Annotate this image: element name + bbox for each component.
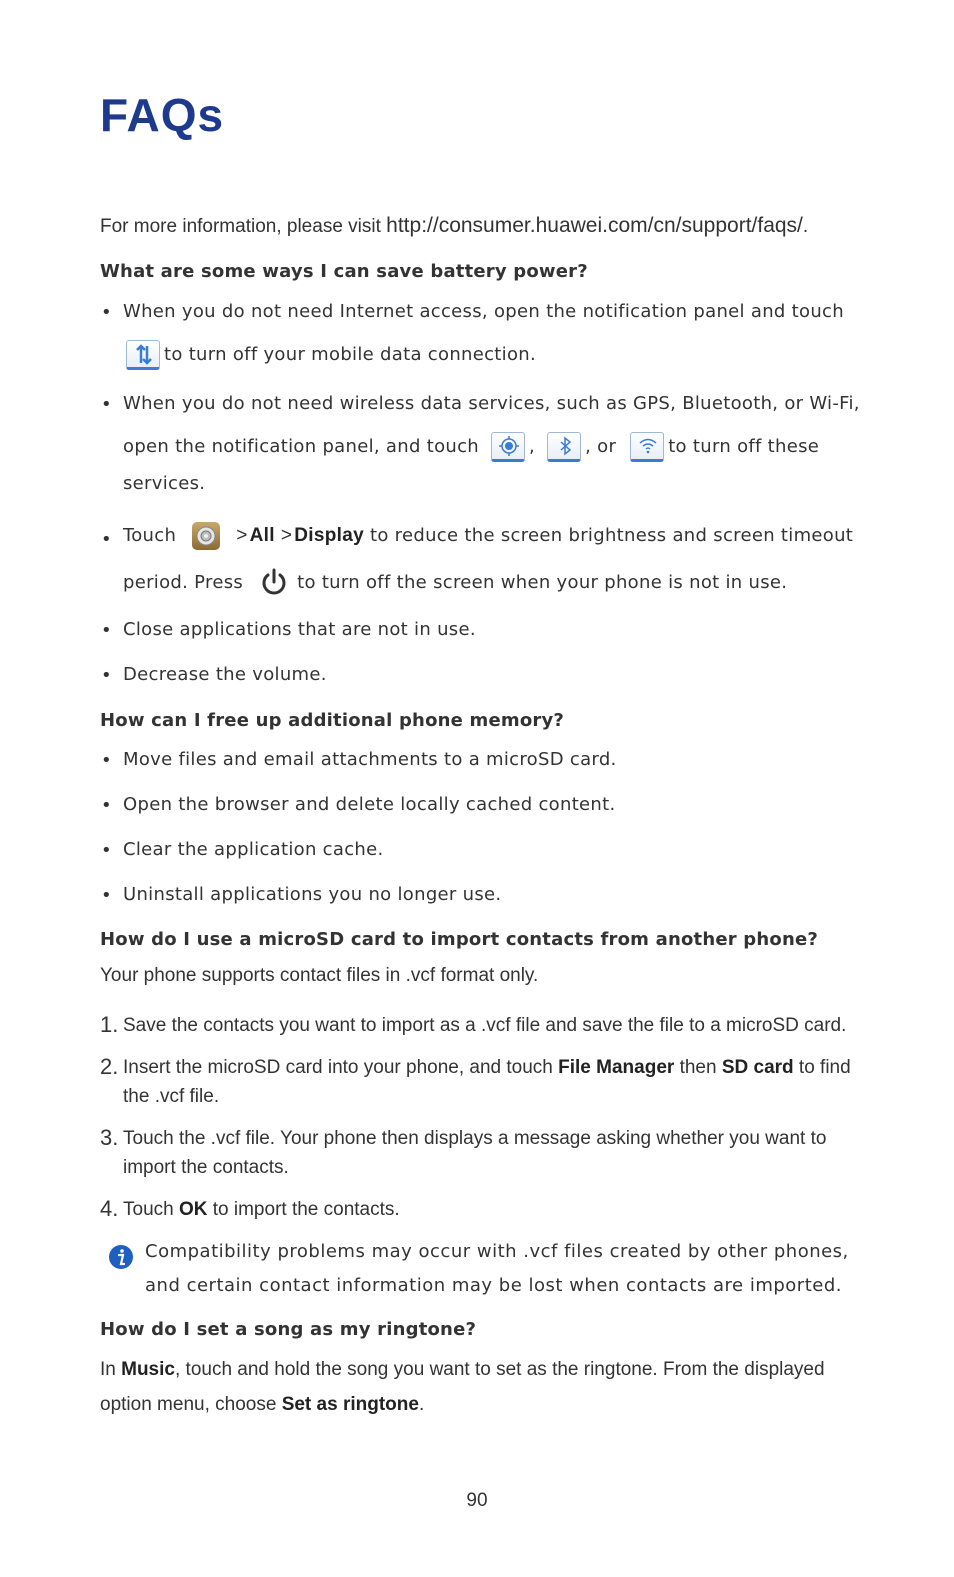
memory-item: Uninstall applications you no longer use. <box>123 884 502 905</box>
bullet-icon: • <box>101 840 112 861</box>
bullet-icon: • <box>101 750 112 771</box>
step-2-text <box>123 1053 863 1111</box>
battery-item-3-period: period. Press <box>123 572 244 593</box>
memory-item: Open the browser and delete locally cached content. <box>123 794 616 815</box>
ringtone-answer <box>100 1352 860 1422</box>
ok-label: OK <box>178 1199 208 1220</box>
bullet-icon: • <box>101 665 112 686</box>
step-2-part: then <box>674 1057 722 1078</box>
battery-item-1-line2 <box>126 340 536 370</box>
gps-icon <box>491 432 525 462</box>
battery-item-1-text: to turn off your mobile data connection. <box>164 344 537 365</box>
menu-display-label: Display <box>294 525 364 546</box>
bullet-icon: • <box>101 529 112 550</box>
battery-item-1-line1: When you do not need Internet access, open the notification panel and touch <box>123 301 844 322</box>
question-memory: How can I free up additional phone memory? <box>100 710 565 731</box>
music-app-label: Music <box>121 1359 175 1380</box>
microsd-intro: Your phone supports contact files in .vcf format only. <box>100 965 539 986</box>
intro-suffix: . <box>802 216 809 237</box>
page-number: 90 <box>466 1490 488 1511</box>
bullet-icon: • <box>101 620 112 641</box>
bluetooth-icon <box>547 432 581 462</box>
battery-item-2-line2 <box>123 432 819 462</box>
chevron-separator: > <box>236 525 248 546</box>
step-2-part: Insert the microSD card into your phone, and touch <box>123 1057 559 1078</box>
chevron-separator: > <box>280 525 293 546</box>
mobile-data-toggle-icon <box>126 340 160 370</box>
separator: , or <box>585 436 617 457</box>
intro-text <box>100 214 808 238</box>
bullet-icon: • <box>101 302 112 323</box>
memory-item: Clear the application cache. <box>123 839 384 860</box>
battery-item-4: Close applications that are not in use. <box>123 619 476 640</box>
ringtone-part: In <box>100 1359 122 1380</box>
set-as-ringtone-label: Set as ringtone <box>281 1394 419 1415</box>
battery-item-2-post: to turn off these <box>668 436 820 457</box>
battery-item-3-line1 <box>123 522 853 550</box>
step-number: 2. <box>100 1054 119 1079</box>
battery-item-3-rest: to reduce the screen brightness and screen timeout <box>369 525 854 546</box>
page-title: FAQs <box>100 89 225 141</box>
file-manager-label: File Manager <box>558 1057 675 1078</box>
settings-gear-icon <box>192 522 220 550</box>
battery-item-2-line3: services. <box>123 473 206 494</box>
step-number: 1. <box>100 1012 119 1037</box>
support-url-link[interactable]: http://consumer.huawei.com/cn/support/faqs/ <box>386 214 803 237</box>
memory-item: Move files and email attachments to a microSD card. <box>123 749 617 770</box>
step-4-part: to import the contacts. <box>207 1199 400 1220</box>
battery-item-2-line1: When you do not need wireless data services, such as GPS, Bluetooth, or Wi-Fi, <box>123 393 860 414</box>
step-number: 3. <box>100 1125 119 1150</box>
ringtone-part: , touch and hold the song you want to set as the ringtone. From the displayed option menu, choose <box>100 1359 825 1415</box>
battery-item-3-touch: Touch <box>123 525 177 546</box>
ringtone-part: . <box>418 1394 425 1415</box>
menu-all-label: All <box>249 525 275 546</box>
battery-item-2-pre: open the notification panel, and touch <box>123 436 480 457</box>
step-4-text <box>123 1195 863 1224</box>
question-battery: What are some ways I can save battery power? <box>100 261 588 282</box>
info-icon <box>108 1244 134 1270</box>
question-ringtone: How do I set a song as my ringtone? <box>100 1319 477 1340</box>
intro-prefix: For more information, please visit <box>100 216 387 237</box>
question-microsd: How do I use a microSD card to import contacts from another phone? <box>100 929 819 950</box>
bullet-icon: • <box>101 795 112 816</box>
battery-item-3-line2 <box>123 566 787 600</box>
separator: , <box>529 436 536 457</box>
bullet-icon: • <box>101 394 112 415</box>
power-button-icon <box>257 566 291 600</box>
bullet-icon: • <box>101 885 112 906</box>
compatibility-note: Compatibility problems may occur with .vcf files created by other phones, and certain contact information may be lost when contacts are imported. <box>145 1241 849 1296</box>
wifi-icon <box>630 432 664 462</box>
step-1-text: Save the contacts you want to import as a .vcf file and save the file to a microSD card. <box>123 1015 847 1036</box>
step-4-part: Touch <box>123 1199 179 1220</box>
step-number: 4. <box>100 1196 119 1221</box>
step-2-part: to find the .vcf file. <box>123 1057 851 1107</box>
battery-item-3-post: to turn off the screen when your phone is not in use. <box>297 572 788 593</box>
step-3-text: Touch the .vcf file. Your phone then displays a message asking whether you want to import the contacts. <box>123 1128 827 1178</box>
battery-item-5: Decrease the volume. <box>123 664 327 685</box>
sd-card-label: SD card <box>721 1057 794 1078</box>
